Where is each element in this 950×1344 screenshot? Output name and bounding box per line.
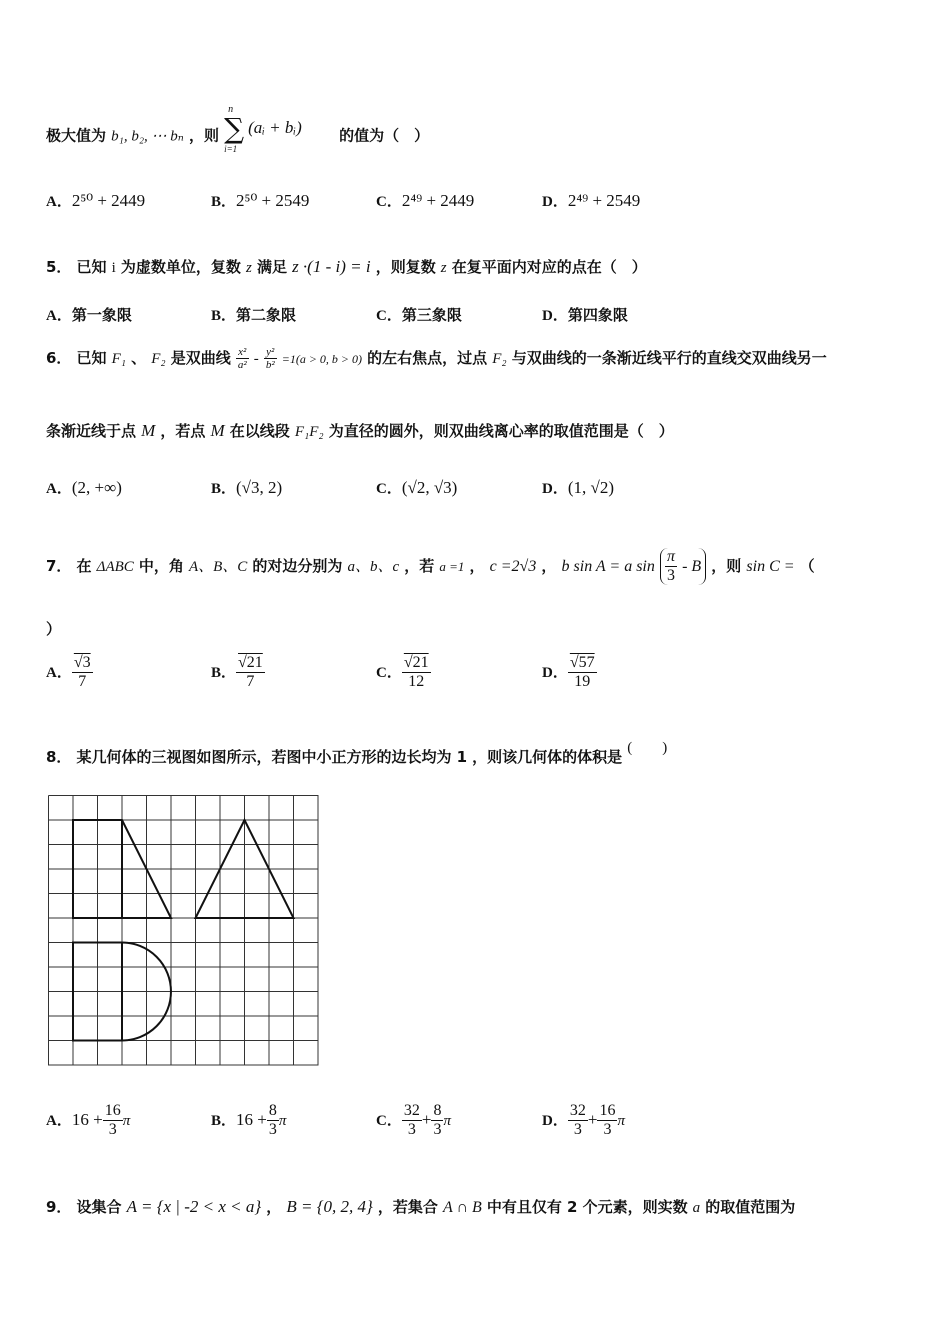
den: 3 — [108, 1121, 117, 1138]
q7-eq-left: b sin A = a sin — [561, 558, 655, 575]
num: x² — [236, 346, 249, 359]
den: 19 — [574, 673, 591, 690]
option-fraction — [402, 654, 431, 691]
option-pre: 16 + — [236, 1110, 267, 1129]
q5-t2: 为虚数单位，复数 — [120, 258, 241, 276]
q6-t2: 是双曲线 — [170, 349, 231, 367]
q6-m2: M — [210, 421, 225, 440]
option-fraction — [103, 1102, 123, 1139]
q6-t6: ，若点 — [160, 422, 206, 440]
q7-t1: 在 — [76, 557, 92, 575]
q5-t4: ，则复数 — [375, 258, 436, 276]
q5-option-a[interactable] — [46, 304, 132, 325]
q6-f1f2: F₁F₂ — [294, 424, 324, 440]
option-pi: π — [617, 1113, 625, 1129]
option-value: 2⁵⁰ + 2449 — [71, 191, 146, 210]
q5-z2: z — [440, 260, 447, 276]
option-fraction — [236, 654, 265, 691]
q6-f2: F₂ — [151, 351, 166, 367]
q6-stem-line2 — [46, 420, 674, 441]
option-plus: + — [421, 1110, 432, 1129]
q8-text2: ，则该几何体的体积是 — [472, 748, 623, 766]
q8-option-a[interactable] — [46, 1102, 130, 1139]
q6-minus: - — [253, 351, 259, 367]
den: 12 — [408, 673, 425, 690]
q7-sinc: sin C = — [746, 558, 795, 575]
q4-option-d[interactable] — [542, 190, 640, 211]
option-label: B． — [211, 308, 237, 324]
option-label: C． — [376, 665, 402, 681]
q9-number: 9． — [46, 1198, 72, 1216]
num: √21 — [403, 654, 429, 671]
option-label: C． — [376, 308, 402, 324]
q4-option-c[interactable] — [376, 190, 474, 211]
q9-t1: 设集合 — [76, 1198, 122, 1216]
q4-summation — [224, 104, 334, 156]
q6-sep: 、 — [131, 349, 147, 367]
option-label: D． — [542, 481, 568, 497]
option-label: C． — [376, 1113, 402, 1129]
num: 16 — [104, 1102, 121, 1119]
num: 16 — [599, 1102, 616, 1119]
option-plus: + — [587, 1110, 598, 1129]
q6-option-c[interactable] — [376, 477, 457, 498]
option-fraction — [72, 654, 93, 691]
den: 3 — [407, 1121, 416, 1138]
option-fraction — [568, 654, 597, 691]
den: 3 — [603, 1121, 612, 1138]
option-pre-fraction — [568, 1102, 588, 1139]
option-value: 第一象限 — [71, 306, 132, 324]
q4-text-b: ，则 — [188, 126, 219, 145]
num: y² — [264, 346, 277, 359]
q4-sequence: b₁, b₂, ⋯ bₙ — [111, 128, 184, 145]
q9-t3: 中有且仅有 — [486, 1198, 562, 1216]
q9-t2: ，若集合 — [377, 1198, 438, 1216]
q8-text: 某几何体的三视图如图所示，若图中小正方形的边长均为 — [76, 748, 452, 766]
q6-hyper-rest: =1(a > 0, b > 0) — [281, 352, 363, 366]
q6-frac-x — [236, 346, 249, 371]
q7-option-b[interactable] — [211, 654, 265, 691]
den: b² — [265, 359, 275, 371]
q7-sides: a、b、c — [347, 559, 400, 575]
q4-text-c: 的值为（ ） — [339, 126, 430, 145]
q7-comma2: ， — [541, 557, 557, 575]
q5-option-c[interactable] — [376, 304, 462, 325]
option-pre-fraction — [402, 1102, 422, 1139]
q5-i: i — [111, 260, 116, 276]
option-label: D． — [542, 194, 568, 210]
q6-number: 6． — [46, 349, 72, 367]
option-label: D． — [542, 1113, 568, 1129]
q6-option-a[interactable] — [46, 477, 122, 498]
q5-stem — [46, 256, 647, 277]
q5-number: 5． — [46, 258, 72, 276]
den: a² — [237, 359, 247, 371]
q7-option-c[interactable] — [376, 654, 431, 691]
three-view-figure — [48, 795, 320, 1067]
q8-option-d[interactable] — [542, 1102, 625, 1139]
sum-top: n — [228, 104, 234, 115]
q8-option-b[interactable] — [211, 1102, 286, 1139]
sigma-icon: ∑ — [224, 112, 245, 145]
q4-stem — [46, 104, 430, 156]
q5-z: z — [246, 260, 252, 276]
q7-number: 7． — [46, 557, 72, 575]
q7-stem-line1 — [46, 548, 815, 585]
option-label: B． — [211, 1113, 237, 1129]
option-label: B． — [211, 665, 237, 681]
sum-bottom: i=1 — [224, 144, 238, 154]
option-value: (√2, √3) — [401, 478, 458, 497]
q9-comma: ， — [266, 1198, 282, 1216]
option-label: D． — [542, 308, 568, 324]
q5-option-b[interactable] — [211, 304, 296, 325]
q4-option-b[interactable] — [211, 190, 309, 211]
q7-t5: ，则 — [711, 557, 742, 575]
option-value: 2⁴⁹ + 2449 — [401, 191, 475, 210]
q7-t3: 的对边分别为 — [252, 557, 343, 575]
option-label: B． — [211, 481, 237, 497]
q6-t8: 为直径的圆外，则双曲线离心率的取值范围是（ ） — [328, 422, 674, 440]
q7-c-equals: c =2√3 — [489, 558, 537, 575]
option-label: C． — [376, 481, 402, 497]
q6-t1: 已知 — [76, 349, 107, 367]
q9-set-b: B = {0, 2, 4} — [286, 1197, 373, 1216]
den: 3 — [433, 1121, 442, 1138]
q6-f1: F₁ — [111, 351, 127, 367]
q9-a: a — [692, 1200, 701, 1216]
option-pi: π — [443, 1113, 451, 1129]
option-value: 第三象限 — [401, 306, 462, 324]
grid — [49, 796, 319, 1066]
q7-triangle: ΔABC — [96, 559, 134, 575]
q6-t7: 在以线段 — [229, 422, 290, 440]
option-label: C． — [376, 194, 402, 210]
option-value: 2⁵⁰ + 2549 — [236, 191, 310, 210]
q7-stem-line2 — [46, 618, 61, 639]
q6-option-d[interactable] — [542, 477, 614, 498]
q5-option-d[interactable] — [542, 304, 628, 325]
num: π — [666, 548, 675, 565]
q8-number: 8． — [46, 748, 72, 766]
q6-option-b[interactable] — [211, 477, 282, 498]
option-pi: π — [278, 1113, 287, 1129]
option-fraction — [597, 1102, 617, 1139]
num: √3 — [73, 654, 91, 671]
den: 3 — [268, 1121, 277, 1138]
q6-t4: 与双曲线的一条渐近线平行的直线交双曲线另一 — [511, 349, 827, 367]
q7-t2: 中，角 — [138, 557, 184, 575]
q7-pi-over-3 — [665, 548, 677, 585]
q9-stem — [46, 1196, 795, 1217]
q6-m: M — [141, 421, 156, 440]
num: 8 — [268, 1102, 277, 1119]
den: 3 — [666, 567, 675, 584]
q6-t3: 的左右焦点，过点 — [367, 349, 488, 367]
q7-paren-open: （ — [799, 557, 815, 575]
option-value: 2⁴⁹ + 2549 — [567, 191, 641, 210]
option-value: (1, √2) — [567, 478, 614, 497]
q7-minus-b: - B — [682, 558, 702, 575]
q6-f2b: F₂ — [492, 351, 507, 367]
option-label: A． — [46, 481, 72, 497]
num: 32 — [403, 1102, 420, 1119]
q5-equation: z ·(1 - i) = i — [292, 257, 371, 276]
q7-option-a[interactable] — [46, 654, 93, 691]
q7-paren-close: ） — [46, 620, 62, 638]
option-label: B． — [211, 194, 237, 210]
option-value: 第四象限 — [567, 306, 628, 324]
num: √57 — [569, 654, 595, 671]
q8-one: 1 — [456, 748, 468, 766]
option-value: 第二象限 — [236, 306, 297, 324]
q6-frac-y — [264, 346, 277, 371]
den: 7 — [246, 673, 255, 690]
den: 7 — [78, 673, 87, 690]
q8-blank: ( ) — [627, 740, 668, 756]
q7-option-d[interactable] — [542, 654, 597, 691]
q8-option-c[interactable] — [376, 1102, 451, 1139]
q9-t4: 个元素，则实数 — [582, 1198, 688, 1216]
option-label: A． — [46, 194, 72, 210]
option-label: A． — [46, 665, 72, 681]
q9-t5: 的取值范围为 — [705, 1198, 796, 1216]
q6-stem-line1 — [46, 346, 827, 371]
q9-two: 2 — [567, 1198, 578, 1216]
q6-t5: 条渐近线于点 — [46, 422, 137, 440]
q5-t1: 已知 — [76, 258, 107, 276]
q5-t5: 在复平面内对应的点在（ ） — [451, 258, 647, 276]
q9-intersection: A ∩ B — [443, 1199, 482, 1216]
num: 8 — [433, 1102, 442, 1119]
option-value: (2, +∞) — [71, 478, 122, 497]
option-pre: 16 + — [71, 1110, 103, 1129]
q4-text-a: 极大值为 — [46, 126, 107, 145]
option-value: (√3, 2) — [236, 478, 283, 497]
q7-a-equals: a =1 — [439, 559, 465, 574]
option-label: A． — [46, 308, 72, 324]
num: √21 — [238, 654, 263, 671]
q7-comma: ， — [469, 557, 485, 575]
q5-t3: 满足 — [256, 258, 287, 276]
option-label: D． — [542, 665, 568, 681]
q8-stem — [46, 740, 668, 767]
option-fraction — [431, 1102, 443, 1139]
option-label: A． — [46, 1113, 72, 1129]
option-pi: π — [122, 1113, 131, 1129]
q4-option-a[interactable] — [46, 190, 145, 211]
sum-body: (aᵢ + bᵢ) — [248, 118, 302, 137]
option-fraction — [267, 1102, 279, 1139]
den: 3 — [573, 1121, 582, 1138]
q7-angles: A、B、C — [188, 559, 248, 575]
q7-t4: ，若 — [404, 557, 435, 575]
q7-paren-group — [660, 548, 706, 585]
q9-set-a: A = {x | -2 < x < a} — [126, 1197, 262, 1216]
num: 32 — [569, 1102, 586, 1119]
